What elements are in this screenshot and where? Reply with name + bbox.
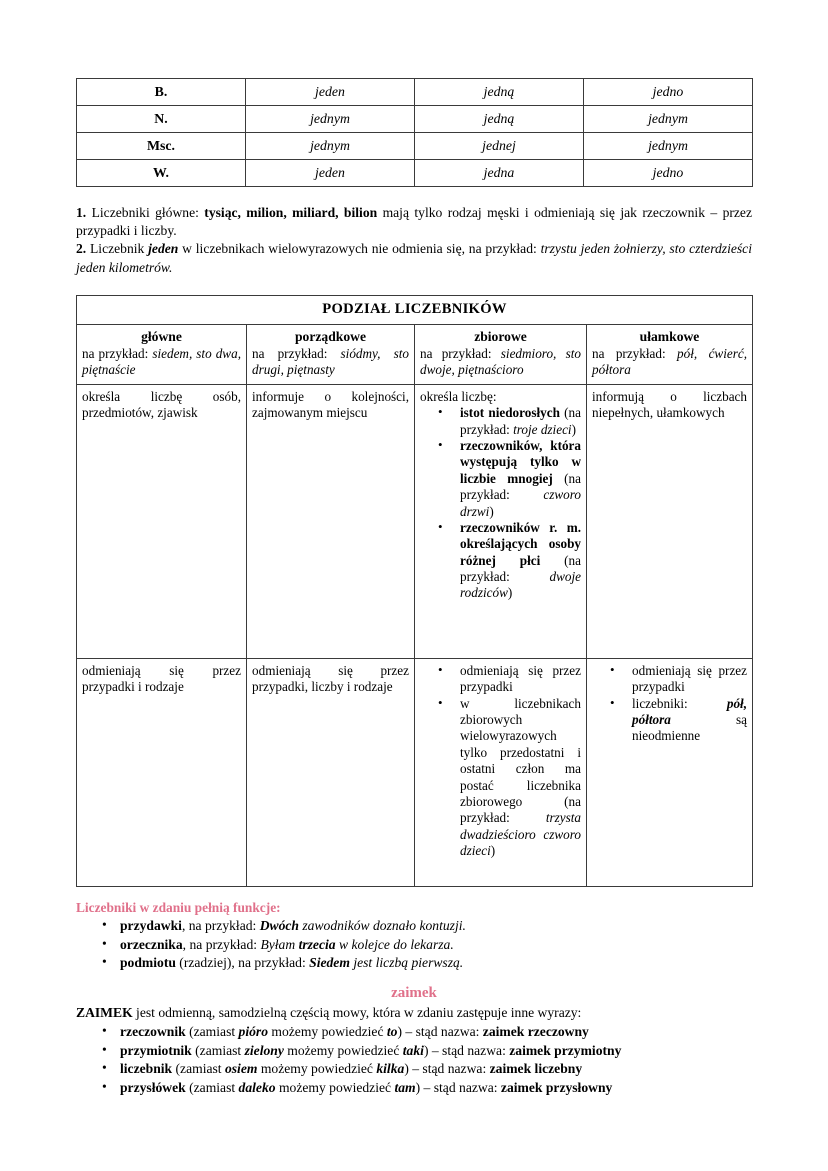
form-neuter: jedno [584, 160, 753, 187]
item-bold-tail: zaimek przysłowny [500, 1079, 613, 1095]
list-item [592, 696, 747, 745]
column-name: porządkowe [295, 328, 366, 344]
case-label: W. [77, 160, 246, 187]
function-porzadkowe: informuje o kolejności, zajmowanym miejscu [247, 385, 415, 659]
list-item [76, 936, 752, 955]
list-item [76, 1023, 752, 1042]
function-ulamkowe: informują o liczbach niepełnych, ułamkowych [587, 385, 753, 659]
table-row-function [77, 385, 753, 659]
column-example [592, 346, 747, 378]
item-plain: (na przykład: [460, 552, 581, 584]
case-label: N. [77, 106, 246, 133]
note-2 [76, 240, 752, 276]
form-feminine: jedną [415, 106, 584, 133]
list-item [420, 520, 581, 602]
item-bold: rzeczowników r. m. określających osoby różnej płci [460, 519, 581, 568]
declension-glowne: odmieniają się przez przypadki i rodzaje [77, 659, 247, 887]
item-tail: ) [571, 421, 576, 437]
list-item [420, 696, 581, 860]
document-page [76, 0, 752, 1097]
item-bi2: to [386, 1024, 398, 1040]
form-masculine: jednym [246, 106, 415, 133]
list-item [76, 954, 752, 973]
item-p1: (zamiast [185, 1024, 239, 1040]
item-bold-italic: Siedem [309, 955, 350, 971]
item-plain: odmieniają się przez przypadki [632, 663, 748, 695]
note-2-text-before: Liczebnik [86, 241, 149, 257]
example-label: na przykład: [82, 345, 153, 361]
notes-block [76, 204, 752, 277]
column-example [420, 346, 581, 378]
form-neuter: jednym [584, 133, 753, 160]
form-neuter: jednym [584, 106, 753, 133]
item-italic-tail: jest liczbą pierwszą. [349, 955, 464, 971]
item-italic: czworo drzwi [460, 487, 581, 519]
item-bold: przymiotnik [120, 1042, 192, 1058]
table-row [77, 160, 753, 187]
list-item [420, 438, 581, 520]
list-item [420, 405, 581, 438]
item-bold: rzeczownik [120, 1024, 186, 1040]
case-label: B. [77, 79, 246, 106]
table-header-row [77, 324, 753, 384]
item-tail: są nieodmienne [632, 712, 748, 744]
note-2-term: jeden [148, 241, 179, 257]
list-item [76, 1060, 752, 1079]
item-p3: ) – stąd nazwa: [415, 1079, 501, 1095]
item-bold: rzeczowników, która występują tylko w liczbie mnogiej [460, 438, 581, 486]
example-label: na przykład: [252, 345, 341, 361]
item-p1: (zamiast [172, 1061, 225, 1077]
item-bold: przysłówek [120, 1079, 186, 1095]
function-zbiorowe-list [420, 405, 581, 601]
example-italic: pół, ćwierć, półtora [592, 345, 748, 377]
zaimek-list [76, 1023, 752, 1097]
list-item [76, 1079, 752, 1098]
item-bold-tail: zaimek rzeczowny [482, 1024, 589, 1040]
item-p2: możemy powiedzieć [275, 1079, 395, 1095]
list-item [420, 663, 581, 696]
form-feminine: jednej [415, 133, 584, 160]
note-1-text-after: mają tylko rodzaj męski i odmieniają się jak rzeczownik – przez przypadki i liczby. [76, 205, 752, 239]
form-feminine: jedną [415, 79, 584, 106]
form-neuter: jedno [584, 79, 753, 106]
item-p2: możemy powiedzieć [283, 1042, 403, 1058]
item-bi2: tam [394, 1079, 416, 1095]
column-header-ulamkowe [587, 324, 753, 384]
item-italic: trzysta dwadzieścioro czworo dzieci [460, 810, 581, 858]
item-italic: dwoje rodziców [460, 568, 581, 601]
item-plain: , na przykład: [182, 936, 261, 952]
zaimek-intro-bold: ZAIMEK [76, 1004, 133, 1020]
item-italic: troje dzieci [513, 421, 572, 437]
podzial-title: PODZIAŁ LICZEBNIKÓW [77, 295, 753, 324]
declension-zbiorowe [415, 659, 587, 887]
item-plain: (na przykład: [460, 470, 581, 503]
form-masculine: jednym [246, 133, 415, 160]
item-bold-tail: zaimek przymiotny [509, 1042, 622, 1058]
item-bold-italic: pół, półtora [632, 695, 748, 728]
item-bi2: taki [402, 1042, 424, 1058]
function-glowne: określa liczbę osób, przedmiotów, zjawisk [77, 385, 247, 659]
declension-ulamkowe-list [592, 663, 747, 745]
item-plain: , na przykład: [181, 918, 260, 933]
column-example [252, 346, 409, 378]
example-italic: siedem, sto dwa, piętnaście [82, 345, 241, 377]
item-p3: ) – stąd nazwa: [423, 1042, 510, 1058]
zaimek-intro-text: jest odmienną, samodzielną częścią mowy, która w zdaniu zastępuje inne wyrazy: [132, 1004, 582, 1020]
item-tail: ) [507, 585, 513, 601]
example-label: na przykład: [592, 345, 678, 361]
item-bold-italic: Dwóch [259, 918, 299, 933]
item-bi1: daleko [238, 1079, 276, 1095]
item-bold: istot niedorosłych [460, 405, 560, 421]
item-italic-tail: w kolejce do lekarza. [335, 936, 454, 952]
functions-list [76, 917, 752, 973]
note-1 [76, 204, 752, 240]
item-bold: liczebnik [120, 1061, 173, 1077]
table-row [77, 106, 753, 133]
item-italic-lead: Byłam [260, 936, 299, 952]
item-bi2: kilka [376, 1061, 405, 1077]
note-2-example: trzystu jeden żołnierzy, sto czterdzieści jeden kilometrów. [76, 241, 752, 275]
item-p1: (zamiast [185, 1079, 239, 1095]
example-italic: siedmioro, sto dwoje, piętnaścioro [420, 345, 581, 377]
item-bold: przydawki [120, 918, 182, 933]
example-italic: siódmy, sto drugi, piętnasty [252, 345, 409, 377]
item-bold-italic: trzecia [298, 936, 336, 952]
case-label: Msc. [77, 133, 246, 160]
note-1-bold-terms: tysiąc, milion, miliard, bilion [204, 205, 378, 220]
item-bold-tail: zaimek liczebny [489, 1061, 583, 1077]
note-2-text-mid: w liczebnikach wielowyrazowych nie odmienia się, na przykład: [178, 241, 541, 257]
item-p2: możemy powiedzieć [257, 1061, 377, 1077]
column-example [82, 346, 241, 378]
item-plain: w liczebnikach zbiorowych wielowyrazowych tylko przedostatni i ostatni człon ma postać liczebnika zbiorowego (na przykład: [460, 695, 581, 826]
note-1-number: 1. [76, 205, 87, 220]
example-label: na przykład: [420, 345, 501, 361]
item-p2: możemy powiedzieć [268, 1024, 387, 1040]
functions-heading: Liczebniki w zdaniu pełnią funkcje: [76, 900, 281, 915]
form-masculine: jeden [246, 79, 415, 106]
item-bi1: osiem [224, 1061, 258, 1077]
item-bold: podmiotu [120, 955, 176, 971]
column-name: główne [141, 328, 182, 344]
function-zbiorowe [415, 385, 587, 659]
form-masculine: jeden [246, 160, 415, 187]
podzial-liczebnikow-table [76, 295, 753, 887]
list-item [76, 917, 752, 936]
zaimek-intro [76, 1004, 752, 1022]
table-row-declension [77, 659, 753, 887]
list-item [592, 663, 747, 696]
column-name: ułamkowe [639, 328, 700, 344]
declension-ulamkowe [587, 659, 753, 887]
item-tail: ) [489, 503, 494, 519]
declension-table [76, 78, 753, 187]
item-p1: (zamiast [191, 1042, 245, 1058]
function-zbiorowe-intro: określa liczbę: [420, 389, 497, 404]
note-2-number: 2. [76, 241, 87, 257]
item-p3: ) – stąd nazwa: [404, 1061, 490, 1077]
column-header-porzadkowe [247, 324, 415, 384]
item-plain: odmieniają się przez przypadki [460, 663, 581, 695]
item-bold: orzecznika [120, 936, 183, 952]
item-plain: (rzadziej), na przykład: [175, 955, 310, 971]
item-plain: (na przykład: [460, 405, 581, 437]
declension-zbiorowe-list [420, 663, 581, 859]
column-name: zbiorowe [474, 328, 527, 344]
item-italic-tail: zawodników doznało kontuzji. [298, 918, 466, 933]
item-p3: ) – stąd nazwa: [397, 1024, 483, 1040]
item-plain: liczebniki: [632, 695, 727, 711]
item-tail: ) [490, 842, 496, 858]
table-title-row [77, 295, 753, 324]
column-header-zbiorowe [415, 324, 587, 384]
table-row [77, 79, 753, 106]
note-1-text-before: Liczebniki główne: [86, 205, 205, 220]
table-row [77, 133, 753, 160]
declension-porzadkowe: odmieniają się przez przypadki, liczby i rodzaje [247, 659, 415, 887]
column-header-glowne [77, 324, 247, 384]
item-bi1: pióro [238, 1024, 268, 1040]
zaimek-section-title: zaimek [391, 984, 437, 1001]
list-item [76, 1042, 752, 1061]
form-feminine: jedna [415, 160, 584, 187]
item-bi1: zielony [244, 1042, 284, 1058]
